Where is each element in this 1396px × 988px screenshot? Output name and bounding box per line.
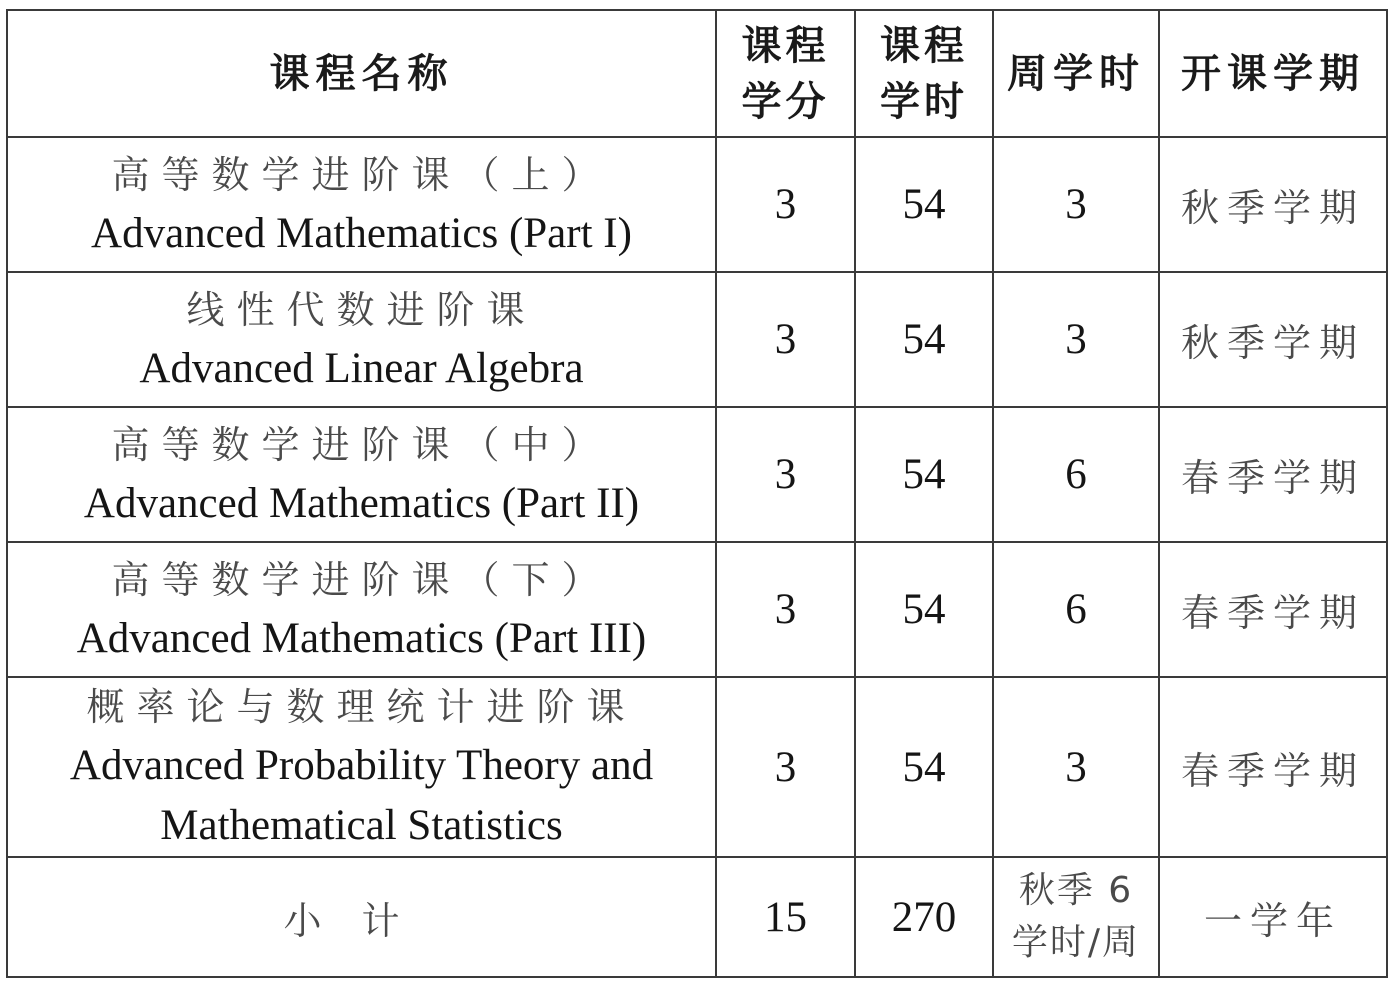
credits-cell: 3 <box>716 137 855 272</box>
header-weekly-hours: 周学时 <box>993 10 1159 137</box>
semester-cell: 春季学期 <box>1159 677 1387 857</box>
table-row <box>7 272 1387 407</box>
course-name-cn: 高等数学进阶课（下） <box>111 557 612 602</box>
course-name-cn: 线性代数进阶课 <box>186 287 537 332</box>
course-name-cell <box>7 677 716 857</box>
course-name-en: Advanced Mathematics (Part II) <box>83 479 640 527</box>
semester-cell: 秋季学期 <box>1159 272 1387 407</box>
weekly-hours-cell: 3 <box>993 677 1159 857</box>
header-course-name: 课程名称 <box>7 10 716 137</box>
hours-cell: 54 <box>855 677 993 857</box>
table-row <box>7 137 1387 272</box>
subtotal-weekly-cell: 秋季 6 学时/周 <box>993 857 1159 977</box>
course-name-cn: 概率论与数理统计进阶课 <box>86 685 637 729</box>
course-name-cell <box>7 542 716 677</box>
semester-cell: 春季学期 <box>1159 407 1387 542</box>
course-table <box>6 9 1388 978</box>
subtotal-row <box>7 857 1387 977</box>
subtotal-label-cell: 小计 <box>7 857 716 977</box>
credits-cell: 3 <box>716 677 855 857</box>
credits-cell: 3 <box>716 407 855 542</box>
hours-cell: 54 <box>855 542 993 677</box>
subtotal-credits-cell: 15 <box>716 857 855 977</box>
hours-cell: 54 <box>855 137 993 272</box>
subtotal-hours-cell: 270 <box>855 857 993 977</box>
credits-cell: 3 <box>716 542 855 677</box>
header-semester: 开课学期 <box>1159 10 1387 137</box>
weekly-hours-cell: 3 <box>993 137 1159 272</box>
credits-cell: 3 <box>716 272 855 407</box>
table-row <box>7 677 1387 857</box>
course-name-en: Advanced Mathematics (Part I) <box>91 209 632 257</box>
course-name-cn: 高等数学进阶课（上） <box>111 152 612 197</box>
course-name-cell <box>7 137 716 272</box>
subtotal-semester-cell: 一学年 <box>1159 857 1387 977</box>
header-credits: 课程学分 <box>716 10 855 137</box>
course-name-en: Advanced Linear Algebra <box>139 344 584 392</box>
table-row <box>7 542 1387 677</box>
course-name-en: Advanced Probability Theory and Mathematical Statistics <box>69 742 654 849</box>
weekly-hours-cell: 3 <box>993 272 1159 407</box>
course-name-cell <box>7 272 716 407</box>
table-row <box>7 407 1387 542</box>
hours-cell: 54 <box>855 407 993 542</box>
header-row <box>7 10 1387 137</box>
weekly-hours-cell: 6 <box>993 407 1159 542</box>
weekly-hours-cell: 6 <box>993 542 1159 677</box>
course-name-en: Advanced Mathematics (Part III) <box>76 614 647 662</box>
semester-cell: 秋季学期 <box>1159 137 1387 272</box>
course-name-cn: 高等数学进阶课（中） <box>111 422 612 467</box>
course-name-cell <box>7 407 716 542</box>
hours-cell: 54 <box>855 272 993 407</box>
semester-cell: 春季学期 <box>1159 542 1387 677</box>
header-hours: 课程学时 <box>855 10 993 137</box>
